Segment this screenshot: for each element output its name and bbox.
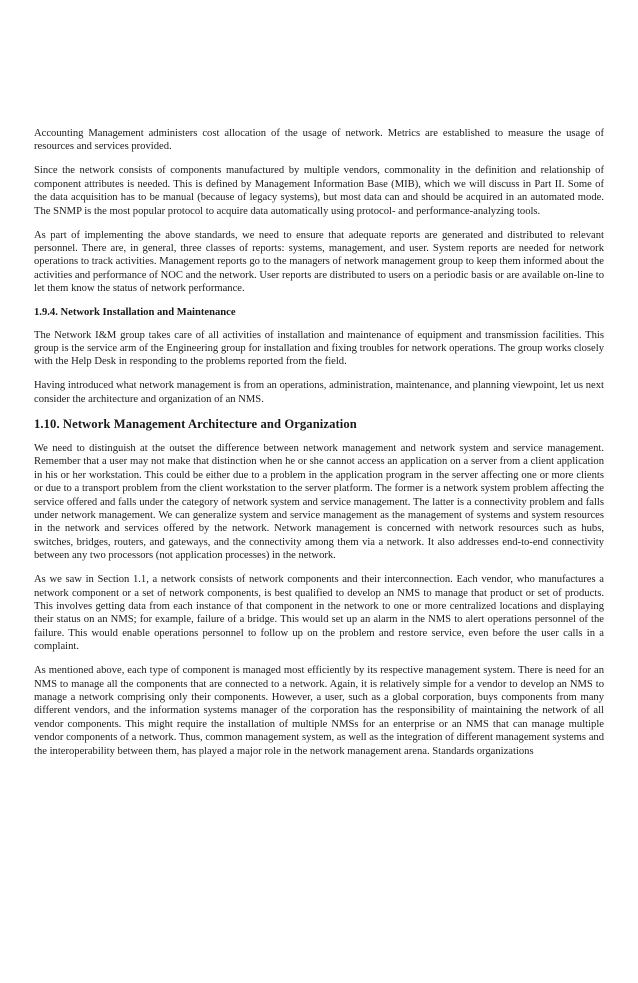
paragraph-network-im: The Network I&M group takes care of all activities of installation and maintenance of equipment and transmission facilities. This group is the service arm of the Engineering group for installation and fixing troubles for network operations. The group works closely with the Help Desk in responding to the problems reported from the field. <box>34 329 604 368</box>
section-heading-1-9-4: 1.9.4. Network Installation and Maintenance <box>34 307 236 319</box>
paragraph-mib: Since the network consists of components manufactured by multiple vendors, commonality in the definition and relationship of component attributes is needed. This is defined by Management Information Base (MIB), which we will discuss in Part II. Some of the data acquisition has to be manual (because of legacy systems), but most data can and should be acquired in an automated mode. The SNMP is the most popular protocol to acquire data automatically using protocol- and performance-analyzing tools. <box>34 165 604 217</box>
document-page <box>34 127 604 769</box>
paragraph-accounting-management: Accounting Management administers cost allocation of the usage of network. Metrics are established to measure the usage of resources and services provided. <box>34 128 604 153</box>
paragraph-multiple-vendors: As mentioned above, each type of component is managed most efficiently by its respective management system. There is need for an NMS to manage all the components that are connected to a network. Again, it is relatively simple for a vendor to develop an NMS to manage a network comprising only their components. However, a user, such as a global corporation, buys components from many different vendors, and the information systems manager of the corporation has the responsibility of maintaining the network of all vendor components. This might require the installation of multiple NMSs for an enterprise or an NMS that can manage multiple vendor components of a network. Thus, common management system, as well as the integration of different management systems and the interoperability between them, has played a major role in the network management arena. Standards organizations <box>34 665 604 757</box>
paragraph-introduction-nms: Having introduced what network management is from an operations, administration, maintenance, and planning viewpoint, let us next consider the architecture and organization of an NMS. <box>34 380 604 405</box>
paragraph-section-1-1: As we saw in Section 1.1, a network consists of network components and their interconnection. Each vendor, who manufactures a network component or a set of network components, is best qualified to develop an NMS to manage that product or set of products. This involves getting data from each instance of that component in the network to one or more centralized locations and displaying their status on an NMS; for example, failure of a bridge. This would set up an alarm in the NMS to alert operations personnel of the failure. This would enable operations personnel to follow up on the problem and restore service, even before the user calls in a complaint. <box>34 574 604 653</box>
section-heading-1-10: 1.10. Network Management Architecture and Organization <box>34 416 357 431</box>
paragraph-reports: As part of implementing the above standards, we need to ensure that adequate reports are generated and distributed to relevant personnel. There are, in general, three classes of reports: systems, management, and user. System reports are needed for network operations to track activities. Management reports go to the managers of network management group to keep them informed about the activities and performance of NOC and the network. User reports are distributed to users on a periodic basis or are available on-line to let them know the status of network performance. <box>34 229 604 295</box>
paragraph-distinguish: We need to distinguish at the outset the difference between network management and network system and service management. Remember that a user may not make that distinction when he or she cannot access an application on a server from a client application in his or her workstation. This could be either due to a problem in the application program in the server affecting one or more clients or due to a transport problem from the client workstation to the server platform. The former is a network system problem affecting the service offered and falls under the category of network system and service management. The latter is a connectivity problem and falls under network management. We can generalize system and service management as the management of systems and system resources in the network and services offered by the network. Network management is concerned with network resources such as hubs, switches, bridges, routers, and gateways, and the connectivity among them via a network. It also addresses end-to-end connectivity between any two processors (not application processes) in the network. <box>34 442 604 562</box>
